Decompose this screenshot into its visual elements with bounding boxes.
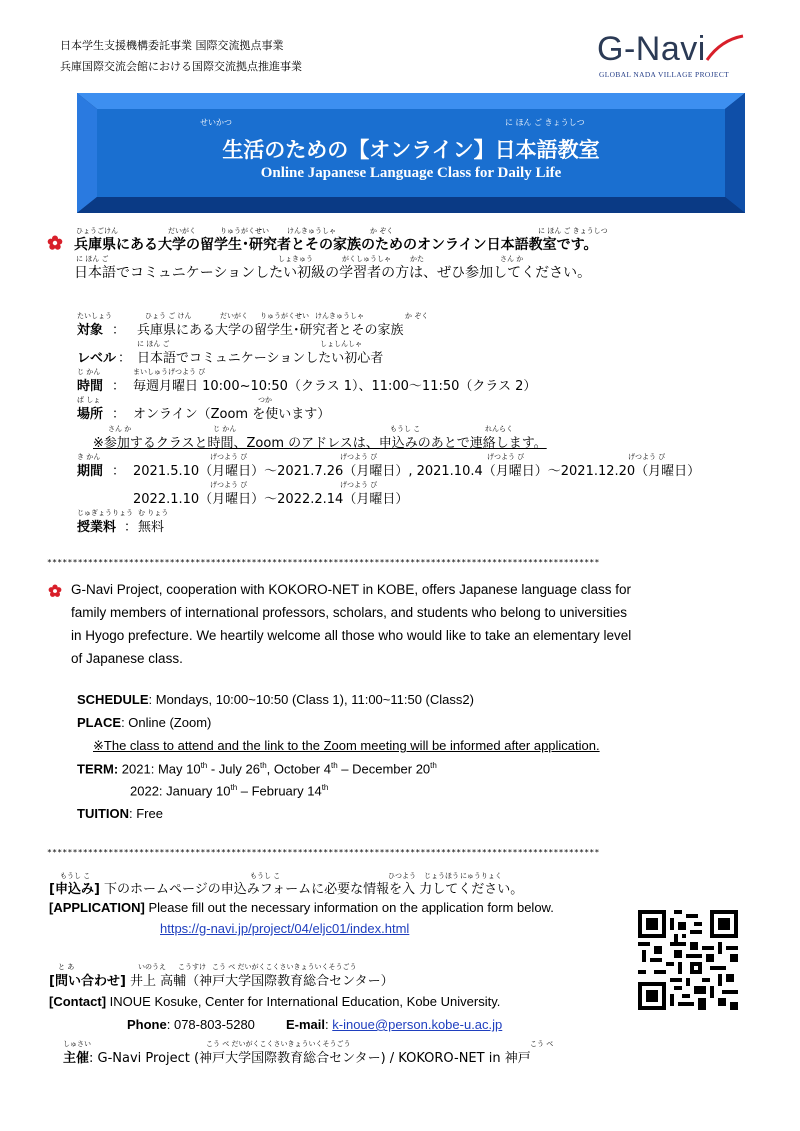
g-navi-logo [597, 30, 747, 80]
qr-code-icon[interactable] [638, 910, 738, 1010]
ruby: じゅぎょうりょう [77, 509, 133, 517]
logo-arc-icon [701, 30, 747, 70]
place-en-value: : Online (Zoom) [121, 715, 212, 730]
application-jp-label: [申込み] [49, 882, 100, 897]
tuition-label: TUITION [77, 806, 129, 821]
target-value: 兵庫県にある大学の留学生･研究者とその家族 [137, 323, 404, 338]
label-colon: ： [112, 379, 126, 394]
ruby: りゅうがくせい [260, 312, 309, 320]
application-url-link[interactable]: https://g-navi.jp/project/04/eljc01/index.html [160, 921, 410, 936]
separator: ************************************************************************************************************ [47, 848, 600, 857]
label-colon: ： [112, 464, 126, 479]
term-text: 2022: January 10 [130, 783, 231, 799]
intro-jp-line-2: 日本語でコミュニケーションしたい初級の学習者の方は、ぜひ参加してください。 [74, 265, 592, 281]
notice-jp: ※参加するクラスと時間、Zoom のアドレスは、申込みのあとで連絡します。 [93, 436, 547, 451]
intro-en-line-3: in Hyogo prefecture. We heartily welcome all those who would like to take an elementary level [71, 628, 632, 643]
contact-en-row [49, 994, 500, 1009]
ruby: かた [410, 255, 424, 263]
ruby: に ほん ご [137, 340, 170, 348]
ruby: だいがく [220, 312, 248, 320]
header-line-1: 日本学生支援機構委託事業 国際交流拠点事業 [60, 39, 284, 52]
term-en-row-2 [130, 783, 328, 798]
ruby: いのうえ [138, 963, 166, 971]
email-row [286, 1017, 502, 1032]
title-banner [77, 93, 745, 213]
ruby: き かん [77, 453, 101, 461]
ruby: と あ [58, 963, 75, 971]
intro-en-line-1: G-Navi Project, cooperation with KOKORO-NET in KOBE, offers Japanese language class for [71, 582, 632, 597]
email-sep: : [325, 1017, 333, 1032]
ruby: む りょう [138, 509, 169, 517]
ruby: げつよう び [210, 481, 248, 489]
logo-name: G-Navi [597, 30, 706, 68]
ruby: ひょうごけん [76, 227, 118, 235]
term-text: , October 4 [266, 761, 331, 777]
ordinal-suffix: th [330, 761, 338, 770]
term-value-1: 2021.5.10（月曜日）～2021.7.26（月曜日）, 2021.10.4（月曜日）～2021.12.20（月曜日） [133, 464, 701, 479]
label-colon: ： [124, 520, 138, 535]
ruby: しょきゅう [278, 255, 313, 263]
application-jp-row [49, 878, 523, 897]
time-label: 時間 [77, 379, 104, 394]
schedule-value: : Mondays, 10:00~10:50 (Class 1), 11:00~11:50 (Class2) [148, 692, 474, 707]
tuition-value: : Free [129, 806, 163, 821]
banner-title: 生活のための【オンライン】日本語教室 [222, 138, 600, 162]
banner-ruby-seikatsu: せいかつ [200, 118, 232, 127]
label-colon: ： [112, 323, 126, 338]
ruby: ば しょ [77, 396, 101, 404]
application-en-text: Please fill out the necessary information on the application form below. [148, 900, 554, 915]
ruby: こう べ だいがくこくさいきょういくそうごう [206, 1040, 351, 1048]
ruby: げつよう び [628, 453, 666, 461]
banner-subtitle: Online Japanese Language Class for Daily Life [260, 165, 562, 181]
ordinal-suffix: th [260, 761, 267, 770]
ruby: げつよう び [210, 453, 248, 461]
phone-row [127, 1017, 255, 1032]
ruby: こうすけ [178, 963, 206, 971]
ordinal-suffix: th [430, 761, 437, 770]
host-label: 主催 [63, 1051, 90, 1066]
ruby: たいしょう [77, 312, 112, 320]
contact-jp-row [49, 970, 394, 989]
fee-label: 授業料 [77, 520, 117, 535]
ruby: じ かん [77, 368, 101, 376]
flower-icon [47, 235, 63, 251]
ordinal-suffix: th [230, 783, 238, 792]
place-en-label: PLACE [77, 715, 122, 730]
ruby: けんきゅうしゃ [315, 312, 364, 320]
separator: ************************************************************************************************************ [47, 558, 600, 567]
term-en-row-1 [77, 761, 437, 776]
intro-en-line-4: of Japanese class. [71, 651, 183, 666]
intro-jp-line-1: 兵庫県にある大学の留学生･研究者とその家族のためのオンライン日本語教室です。 [74, 237, 598, 253]
contact-en-text: INOUE Kosuke, Center for International Education, Kobe University. [109, 994, 501, 1009]
email-label: E-mail [286, 1017, 326, 1032]
term-value-2: 2022.1.10（月曜日）～2022.2.14（月曜日） [133, 492, 409, 507]
ruby: もうし こ [60, 872, 91, 880]
ruby: に ほん ご [76, 255, 109, 263]
target-label: 対象 [77, 323, 104, 338]
label-colon: ： [118, 351, 132, 366]
place-value: オンライン（Zoom を使います） [133, 407, 331, 422]
time-value: 毎週月曜日 10:00~10:50（クラス 1）、11:00～11:50（クラス 2） [133, 379, 537, 394]
host-text: : G-Navi Project (神戸大学国際教育総合センター) / KOKORO-NET in 神戸 [89, 1051, 531, 1066]
contact-jp-text: 井上 高輔（神戸大学国際教育総合センター） [130, 974, 394, 989]
term-en-label: TERM: [77, 761, 119, 777]
phone-label: Phone [127, 1017, 167, 1032]
application-en-label: [APPLICATION] [49, 900, 145, 915]
label-colon: ： [112, 407, 126, 422]
ruby: だいがく [168, 227, 196, 235]
header-line-2: 兵庫国際交流会館における国際交流拠点推進事業 [60, 60, 302, 73]
ruby: もうし こ [250, 872, 281, 880]
ruby: ひょう ご けん [145, 312, 192, 320]
ruby: か ぞく [370, 227, 394, 235]
ruby: か ぞく [405, 312, 429, 320]
term-text: – February 14 [237, 783, 322, 799]
flower-icon [48, 584, 62, 598]
ruby: まいしゅうげつよう び [133, 368, 206, 376]
place-label: 場所 [77, 407, 104, 422]
ruby: げつよう び [340, 481, 378, 489]
schedule-label: SCHEDULE [77, 692, 149, 707]
tuition-row [77, 806, 163, 821]
notice-en: ※The class to attend and the link to the Zoom meeting will be informed after application. [93, 738, 600, 753]
ruby: こう べ だいがくこくさいきょういくそうごう [212, 963, 357, 971]
fee-value: 無料 [138, 520, 165, 535]
email-link[interactable]: k-inoue@person.kobe-u.ac.jp [332, 1017, 503, 1032]
ruby: こう べ [530, 1040, 554, 1048]
phone-value: : 078-803-5280 [166, 1017, 255, 1032]
ruby: さん か [108, 425, 132, 433]
ruby: しゅさい [63, 1040, 91, 1048]
application-en-row [49, 900, 554, 915]
ruby: けんきゅうしゃ [287, 227, 336, 235]
ruby: に ほん ご きょうしつ [538, 227, 608, 235]
ruby: げつよう び [487, 453, 525, 461]
term-text: – December 20 [337, 761, 431, 777]
banner-ruby-nihongo: に ほん ご きょうしつ [505, 118, 585, 127]
ruby: がくしゅうしゃ [342, 255, 391, 263]
term-text: 2021: May 10 [121, 761, 201, 777]
contact-jp-label: [問い合わせ] [49, 974, 126, 989]
ruby: りゅうがくせい [220, 227, 269, 235]
ruby: しょしんしゃ [320, 340, 362, 348]
level-label: レベル [77, 351, 117, 366]
ruby: じょうほう [424, 872, 459, 880]
ordinal-suffix: th [321, 783, 329, 792]
ruby: れんらく [485, 425, 513, 433]
ruby: にゅうりょく [460, 872, 502, 880]
schedule-row [77, 692, 474, 707]
level-value: 日本語でコミュニケーションしたい初心者 [137, 351, 384, 366]
contact-en-label: [Contact] [49, 994, 107, 1009]
ruby: ひつよう [388, 872, 416, 880]
application-jp-text: 下のホームページの申込みフォームに必要な情報を入 力してください。 [104, 882, 524, 897]
ruby: げつよう び [340, 453, 378, 461]
ruby: つか [258, 396, 272, 404]
host-row [63, 1047, 531, 1066]
ruby: さん か [500, 255, 524, 263]
intro-en-line-2: family members of international professors, scholars, and students who belong to universities [71, 605, 628, 620]
ruby: もうし こ [390, 425, 421, 433]
term-label: 期間 [77, 464, 104, 479]
logo-tagline: GLOBAL NADA VILLAGE PROJECT [599, 70, 730, 79]
place-row [77, 715, 211, 730]
ordinal-suffix: th [200, 761, 208, 770]
ruby: じ かん [213, 425, 237, 433]
term-text: - July 26 [207, 761, 260, 777]
